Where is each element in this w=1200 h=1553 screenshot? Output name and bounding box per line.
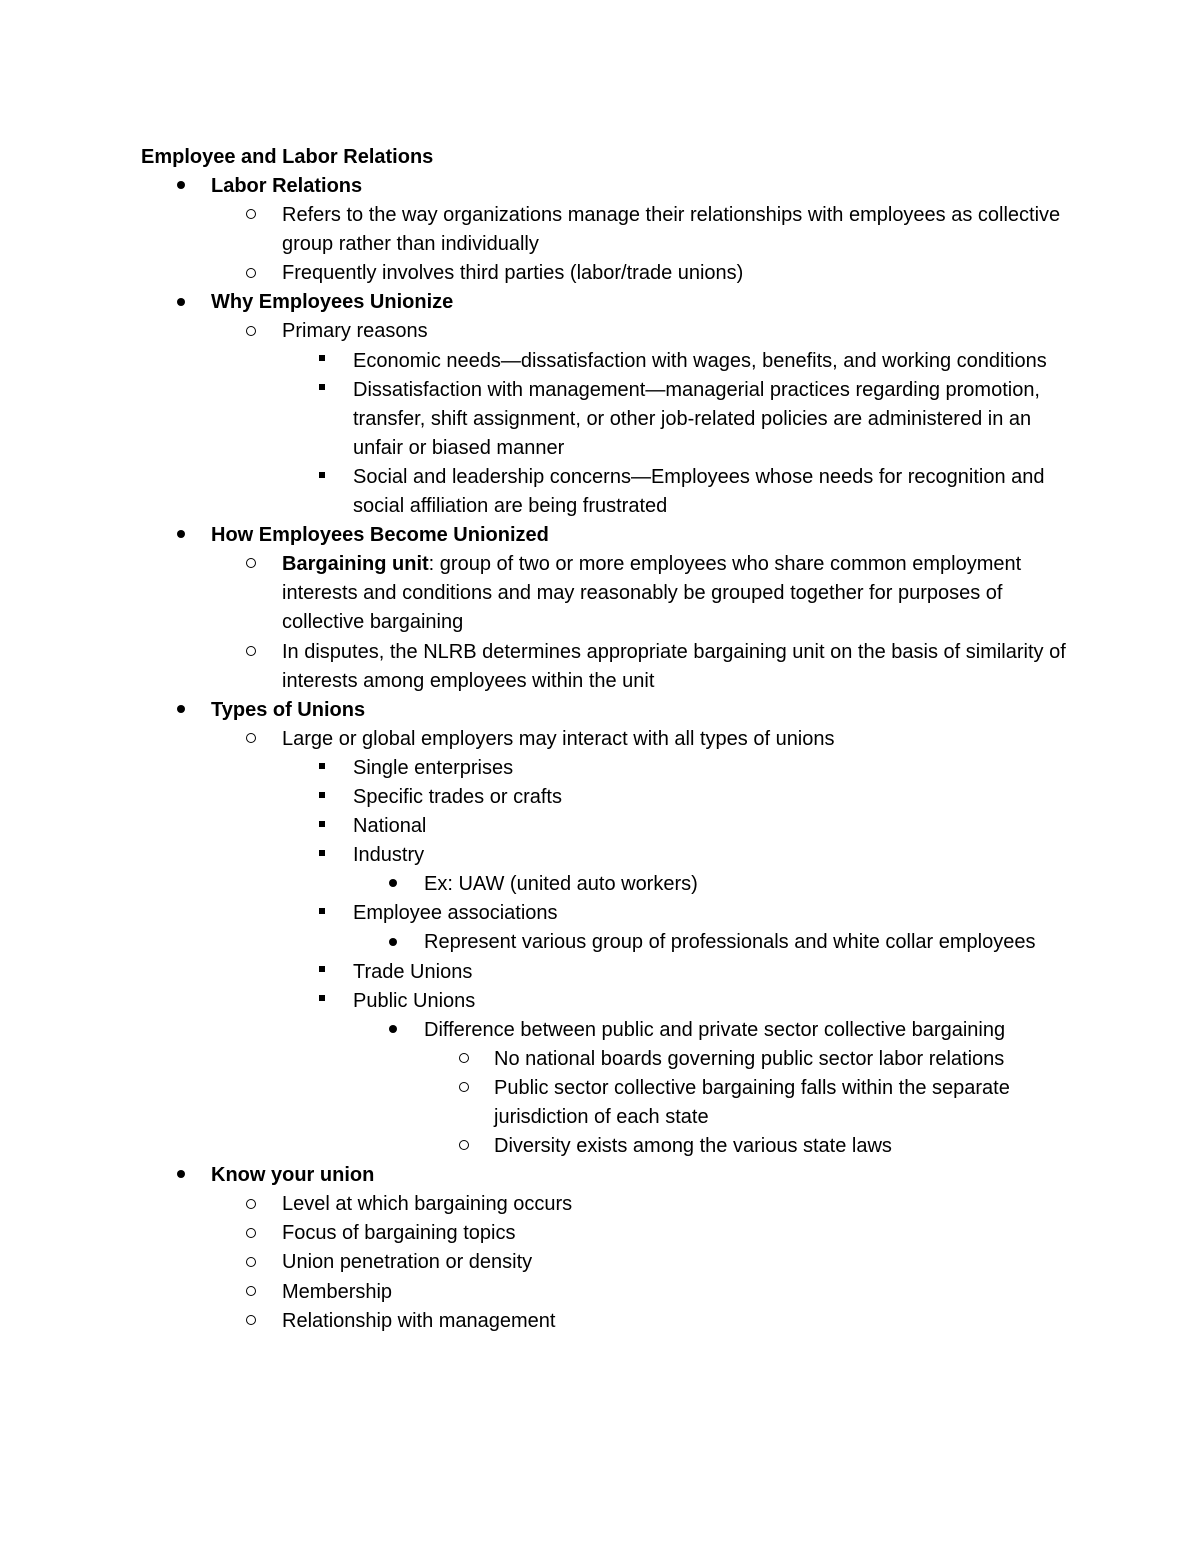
list-item [141,1307,1071,1336]
list-item [141,870,1071,899]
bullet-circle-icon [241,1190,261,1219]
bullet-dot-icon [383,928,403,957]
list-item [141,1016,1071,1045]
bullet-circle-icon [241,317,261,346]
list-item [141,1074,1071,1132]
section-heading: Labor Relations [211,175,363,197]
section-why-unionize [141,288,1071,317]
list-item-text: Employee associations [353,902,558,925]
list-item [141,463,1071,521]
list-item [141,1190,1071,1219]
list-item-text: Focus of bargaining topics [282,1222,516,1245]
bullet-circle-icon [241,1248,261,1277]
list-item-text: Membership [282,1280,393,1303]
list-item-text: Primary reasons [282,320,428,343]
bullet-square-icon [312,812,332,841]
bullet-dot-icon [171,288,191,317]
list-item-text: Industry [353,844,425,867]
list-item-text: Refers to the way organizations manage their relationships with employees as collective group rather than individually [282,204,1061,256]
section-heading: Types of Unions [211,698,366,721]
list-item [141,725,1071,754]
section-heading: How Employees Become Unionized [211,524,549,547]
list-item [141,1278,1071,1307]
list-item [141,259,1071,288]
bullet-dot-icon [171,1161,191,1190]
bullet-square-icon [312,376,332,405]
list-item [141,1045,1071,1074]
bullet-circle-icon [241,725,261,754]
list-item-text: Economic needs—dissatisfaction with wages, benefits, and working conditions [353,349,1047,372]
bullet-square-icon [312,958,332,987]
list-item [141,841,1071,870]
list-item-text: Public sector collective bargaining falls within the separate jurisdiction of each state [494,1076,1010,1128]
section-heading: Know your union [211,1164,375,1187]
list-item-text: No national boards governing public sector labor relations [494,1047,1005,1070]
list-item-text: Dissatisfaction with management—managerial practices regarding promotion, transfer, shift assignment, or other job-related policies are administered in an unfair or biased manner [353,378,1040,459]
list-item [141,1248,1071,1277]
bullet-square-icon [312,347,332,376]
list-item [141,201,1071,259]
bullet-dot-icon [171,521,191,550]
bullet-square-icon [312,987,332,1016]
list-item [141,812,1071,841]
bullet-dot-icon [171,172,191,201]
list-item-text: Difference between public and private sector collective bargaining [424,1018,1006,1041]
list-item [141,1132,1071,1161]
list-item [141,1219,1071,1248]
bullet-square-icon [312,463,332,492]
list-item-text: Specific trades or crafts [353,785,562,808]
list-item [141,347,1071,376]
list-item-text: Union penetration or density [282,1251,533,1274]
list-item-text: Social and leadership concerns—Employees whose needs for recognition and social affiliation are being frustrated [353,465,1045,518]
list-item-text: Public Unions [353,989,476,1012]
section-know-your-union [141,1161,1071,1190]
bullet-circle-icon [241,259,261,288]
bullet-circle-icon [241,1307,261,1336]
outline [141,172,1071,1336]
section-labor-relations [141,172,1071,201]
bullet-square-icon [312,841,332,870]
bullet-circle-icon [454,1132,474,1161]
list-item-text: Single enterprises [353,756,514,779]
bullet-dot-icon [383,1016,403,1045]
list-item [141,376,1071,463]
bullet-circle-icon [241,1278,261,1307]
list-item [141,987,1071,1016]
list-item-text: Large or global employers may interact with all types of unions [282,727,835,750]
list-item [141,958,1071,987]
bullet-dot-icon [383,870,403,899]
bullet-circle-icon [241,201,261,230]
list-item [141,550,1071,637]
list-item [141,783,1071,812]
list-item-text: Relationship with management [282,1309,556,1332]
list-item [141,928,1071,957]
section-heading: Why Employees Unionize [211,291,454,314]
list-item-text: In disputes, the NLRB determines appropriate bargaining unit on the basis of similarity of interests among employees within the unit [282,640,1066,692]
list-item [141,638,1071,696]
section-types-of-unions [141,696,1071,725]
list-item [141,754,1071,783]
bullet-circle-icon [241,638,261,667]
term-bargaining-unit: Bargaining unit [282,553,429,576]
bullet-dot-icon [171,696,191,725]
list-item-text: Level at which bargaining occurs [282,1193,573,1216]
list-item-text: Represent various group of professionals and white collar employees [424,931,1036,954]
bullet-square-icon [312,754,332,783]
term-definition: : group of two or more employees who share common employment interests and conditions and may reasonably be grouped together for purposes of collective bargaining [282,553,1022,634]
list-item-text: National [353,815,427,838]
bullet-square-icon [312,783,332,812]
list-item-text: Diversity exists among the various state laws [494,1135,892,1158]
list-item [141,317,1071,346]
bullet-circle-icon [241,550,261,579]
list-item-text: Frequently involves third parties (labor/trade unions) [282,262,744,285]
bullet-circle-icon [241,1219,261,1248]
list-item-text: Trade Unions [353,960,473,983]
list-item [141,899,1071,928]
section-how-unionized [141,521,1071,550]
bullet-circle-icon [454,1074,474,1103]
list-item-text: Ex: UAW (united auto workers) [424,873,698,896]
bullet-square-icon [312,899,332,928]
document-title: Employee and Labor Relations [141,146,434,168]
bullet-circle-icon [454,1045,474,1074]
